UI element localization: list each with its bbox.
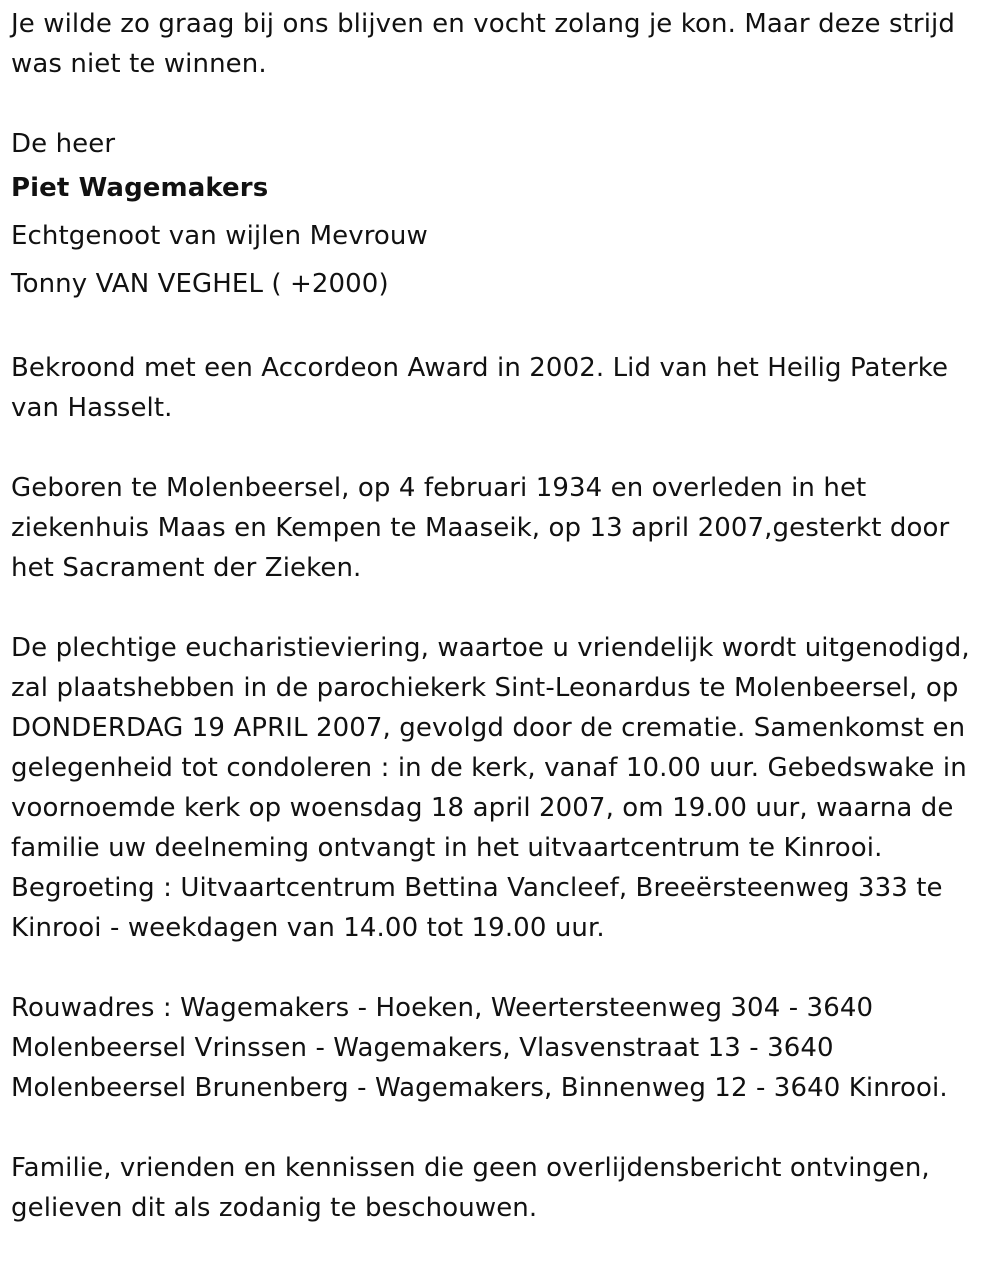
ceremony-line: familie uw deelneming ontvangt in het uitvaartcentrum te Kinrooi. <box>11 833 883 863</box>
ceremony-line: De plechtige eucharistieviering, waartoe u vriendelijk wordt uitgenodigd, <box>11 633 970 663</box>
ceremony-line: Begroeting : Uitvaartcentrum Bettina Vancleef, Breeërsteenweg 333 te <box>11 873 943 903</box>
mourning-address-line: Molenbeersel Vrinssen - Wagemakers, Vlasvenstraat 13 - 3640 <box>11 1033 834 1063</box>
mourning-address-line: Molenbeersel Brunenberg - Wagemakers, Binnenweg 12 - 3640 Kinrooi. <box>11 1073 948 1103</box>
closing-line: Familie, vrienden en kennissen die geen overlijdensbericht ontvingen, <box>11 1153 930 1183</box>
intro-paragraph <box>11 4 991 84</box>
intro-line: was niet te winnen. <box>11 49 267 79</box>
ceremony-line: zal plaatshebben in de parochiekerk Sint-Leonardus te Molenbeersel, op <box>11 673 959 703</box>
deceased-block <box>11 124 991 308</box>
obituary-notice <box>11 4 991 1268</box>
ceremony-line: gelegenheid tot condoleren : in de kerk, vanaf 10.00 uur. Gebedswake in <box>11 753 967 783</box>
mourning-address-line: Rouwadres : Wagemakers - Hoeken, Weertersteenweg 304 - 3640 <box>11 993 874 1023</box>
closing-line: gelieven dit als zodanig te beschouwen. <box>11 1193 538 1223</box>
relation-text: Echtgenoot van wijlen Mevrouw <box>11 221 428 251</box>
birth-death-paragraph <box>11 468 991 588</box>
ceremony-line: DONDERDAG 19 APRIL 2007, gevolgd door de crematie. Samenkomst en <box>11 713 966 743</box>
closing-paragraph <box>11 1148 991 1228</box>
birth-death-line: het Sacrament der Zieken. <box>11 553 362 583</box>
ceremony-paragraph <box>11 628 991 948</box>
ceremony-line: Kinrooi - weekdagen van 14.00 tot 19.00 uur. <box>11 913 605 943</box>
birth-death-line: ziekenhuis Maas en Kempen te Maaseik, op 13 april 2007,gesterkt door <box>11 513 950 543</box>
award-line: Bekroond met een Accordeon Award in 2002. Lid van het Heilig Paterke <box>11 353 949 383</box>
spouse-name: Tonny VAN VEGHEL ( +2000) <box>11 269 389 299</box>
birth-death-line: Geboren te Molenbeersel, op 4 februari 1934 en overleden in het <box>11 473 867 503</box>
award-paragraph <box>11 348 991 428</box>
award-line: van Hasselt. <box>11 393 173 423</box>
intro-line: Je wilde zo graag bij ons blijven en vocht zolang je kon. Maar deze strijd <box>11 9 955 39</box>
ceremony-line: voornoemde kerk op woensdag 18 april 2007, om 19.00 uur, waarna de <box>11 793 954 823</box>
deceased-name: Piet Wagemakers <box>11 173 269 203</box>
mourning-address-paragraph <box>11 988 991 1108</box>
honorific: De heer <box>11 129 116 159</box>
